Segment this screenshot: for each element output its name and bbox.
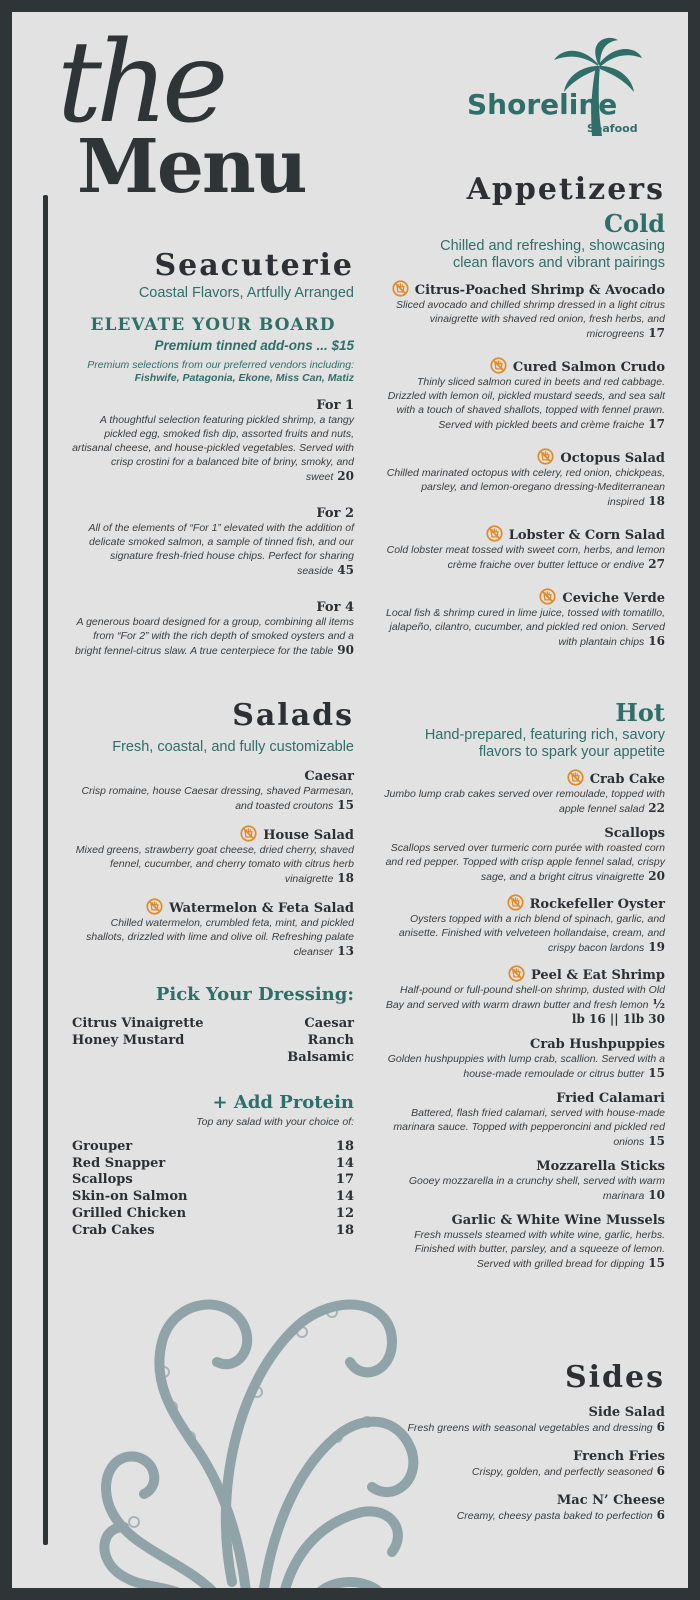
protein-name: Grouper: [72, 1139, 133, 1154]
menu-item-name-text: Garlic & White Wine Mussels: [451, 1213, 665, 1228]
menu-item-desc-text: Creamy, cheesy pasta baked to perfection: [456, 1510, 653, 1522]
dressing-option: Balsamic: [287, 1050, 354, 1065]
menu-item-desc-text: Scallops served over turmeric corn purée with roasted corn and red pepper. Topped with crisp apple fennel salad, crispy sage, and a bright citrus vinaigrette: [385, 842, 665, 883]
protein-section: [72, 1092, 354, 1239]
menu-item-name: [72, 769, 354, 784]
menu-item-name-text: Rockefeller Oyster: [529, 897, 665, 912]
menu-item: [382, 1213, 665, 1271]
menu-item-price: ½ lb 16 || 1lb 30: [571, 997, 665, 1026]
menu-item-name-text: Crab Hushpuppies: [530, 1037, 665, 1052]
menu-item-price: 90: [337, 643, 354, 657]
menu-item-desc: [72, 916, 354, 959]
menu-item-desc: [72, 413, 354, 484]
menu-item-name: [382, 894, 665, 912]
menu-item-price: 15: [337, 798, 354, 812]
menu-item-price: 45: [337, 563, 354, 577]
menu-item-desc-text: Chilled watermelon, crumbled feta, mint, and pickled shallots, drizzled with lime and olive oil. Refreshing palate cleanser: [86, 917, 354, 958]
hot-section: [382, 698, 665, 1281]
menu-item-price: 22: [648, 801, 665, 815]
menu-item-price: 15: [648, 1134, 665, 1148]
menu-item-desc: [382, 1420, 665, 1435]
menu-item-name: [72, 898, 354, 916]
menu-item-name: [72, 600, 354, 615]
cold-title: Cold: [603, 209, 665, 238]
menu-item-desc-text: Fresh mussels steamed with white wine, garlic, herbs. Finished with butter, parsley, and a squeeze of lemon. Served with grilled bread for dipping: [414, 1229, 665, 1270]
menu-item-desc: [382, 606, 665, 649]
menu-item: [72, 506, 354, 578]
addons-price: Premium tinned add-ons ... $15: [154, 338, 354, 353]
menu-item-desc: [382, 912, 665, 955]
menu-item: [72, 600, 354, 658]
menu-item: [382, 1493, 665, 1523]
appetizers-title: Appetizers: [466, 172, 665, 207]
menu-item-desc: [382, 983, 665, 1027]
protein-name: Grilled Chicken: [72, 1205, 187, 1221]
vertical-divider: [43, 195, 48, 1545]
protein-name: Scallops: [72, 1172, 133, 1188]
protein-name: Crab Cakes: [72, 1222, 155, 1238]
menu-item-name-text: For 1: [316, 398, 354, 413]
crossed-out-fryer-icon: [537, 448, 554, 465]
menu-item: [72, 825, 354, 886]
menu-item: [382, 525, 665, 572]
seacuterie-items: [72, 398, 354, 658]
menu-item: [382, 1159, 665, 1203]
menu-item-desc: [382, 1174, 665, 1203]
menu-item-name-text: Crab Cake: [589, 772, 665, 787]
menu-item-name: [382, 1159, 665, 1174]
protein-row: [72, 1172, 354, 1189]
protein-name: Skin-on Salmon: [72, 1189, 188, 1205]
menu-item-desc-text: Local fish & shrimp cured in lime juice, tossed with tomatillo, jalapeño, cilantro, cucumber, and pickled red onion. Served with plantain chips: [386, 607, 665, 648]
menu-item-desc: [382, 298, 665, 341]
crossed-out-fryer-icon: [539, 588, 556, 605]
menu-item-name-text: Watermelon & Feta Salad: [169, 901, 354, 916]
salad-items: [72, 769, 354, 959]
menu-item: [72, 898, 354, 959]
menu-item-desc-text: Sliced avocado and chilled shrimp dressed in a light citrus vinaigrette with shaved red onion, fresh herbs, and microgreens: [395, 299, 665, 340]
menu-item-name-text: Scallops: [604, 826, 665, 841]
menu-item-name: [382, 1037, 665, 1052]
menu-item-price: 20: [648, 869, 665, 883]
protein-subtitle: Top any salad with your choice of:: [196, 1116, 354, 1128]
menu-item-price: 20: [337, 469, 354, 483]
menu-item: [382, 769, 665, 816]
menu-item-name-text: Side Salad: [588, 1405, 665, 1420]
menu-item-name: [382, 280, 665, 298]
menu-item-price: 6: [656, 1464, 665, 1478]
menu-item-name: [72, 398, 354, 413]
menu-item-desc: [72, 784, 354, 813]
menu-item: [382, 588, 665, 649]
menu-item: [382, 357, 665, 432]
elevate-heading: ELEVATE YOUR BOARD: [90, 315, 336, 335]
protein-title: + Add Protein: [212, 1092, 354, 1113]
dressing-title: Pick Your Dressing:: [155, 984, 354, 1005]
menu-item: [72, 769, 354, 813]
protein-price: 17: [335, 1172, 354, 1188]
dressing-option: Ranch: [307, 1033, 354, 1048]
crossed-out-fryer-icon: [392, 280, 409, 297]
brand-logo: [467, 36, 667, 146]
menu-item: [72, 398, 354, 484]
menu-item-name: [382, 448, 665, 466]
menu-item-name: [382, 588, 665, 606]
menu-item-price: 15: [648, 1066, 665, 1080]
menu-item-price: 13: [337, 944, 354, 958]
menu-item-name: [382, 1493, 665, 1508]
protein-row: [72, 1156, 354, 1173]
crossed-out-fryer-icon: [490, 357, 507, 374]
dressing-left: [72, 1015, 204, 1066]
menu-page: [12, 12, 688, 1588]
protein-row: [72, 1189, 354, 1206]
menu-item: [382, 1449, 665, 1479]
dressing-option: Caesar: [304, 1016, 354, 1031]
menu-item-name-text: Caesar: [304, 769, 354, 784]
menu-item: [382, 1091, 665, 1149]
menu-item-desc: [72, 615, 354, 658]
menu-item-desc-text: Battered, flash fried calamari, served with house-made marinara sauce. Topped with pepperoncini and pickled red onions: [393, 1107, 665, 1148]
protein-price: 14: [335, 1189, 354, 1205]
menu-item-name-text: Fried Calamari: [556, 1091, 665, 1106]
menu-item-name: [382, 965, 665, 983]
menu-item: [382, 1405, 665, 1435]
menu-item-desc: [382, 1228, 665, 1271]
menu-item: [382, 280, 665, 341]
cold-items: [382, 280, 665, 649]
menu-item-desc-text: Cold lobster meat tossed with sweet corn, herbs, and lemon crème fraiche over butter lettuce or endive: [386, 544, 665, 571]
menu-item-desc-text: Oysters topped with a rich blend of spinach, garlic, and anisette. Finished with velveteen hollandaise, cream, and crispy bacon lardons: [398, 913, 665, 954]
seacuterie-title: Seacuterie: [154, 248, 354, 283]
salads-title: Salads: [232, 698, 354, 733]
protein-price: 14: [335, 1155, 354, 1171]
protein-price: 12: [335, 1205, 354, 1221]
salads-subtitle: Fresh, coastal, and fully customizable: [112, 739, 354, 755]
menu-item-name-text: Citrus-Poached Shrimp & Avocado: [414, 283, 665, 298]
crossed-out-fryer-icon: [146, 898, 163, 915]
protein-name: Red Snapper: [72, 1155, 166, 1171]
crossed-out-fryer-icon: [567, 769, 584, 786]
protein-price: 18: [335, 1222, 354, 1238]
dressing-options: [72, 1015, 354, 1066]
seacuterie-section: [72, 248, 354, 680]
menu-item-desc-text: Mixed greens, strawberry goat cheese, dried cherry, shaved fennel, cucumber, and cherry tomato with citrus herb vinaigrette: [75, 844, 354, 885]
menu-item-desc-text: Gooey mozzarella in a crunchy shell, served with warm marinara: [408, 1175, 665, 1202]
menu-item: [382, 894, 665, 955]
menu-item-name-text: House Salad: [263, 828, 354, 843]
menu-item-name-text: Cured Salmon Crudo: [512, 360, 665, 375]
menu-item-desc: [72, 843, 354, 886]
menu-item-price: 17: [648, 417, 665, 431]
menu-item: [382, 1037, 665, 1081]
palm-tree-icon: [552, 36, 642, 136]
menu-item-desc-text: Fresh greens with seasonal vegetables and dressing: [407, 1422, 653, 1434]
menu-item-name: [382, 769, 665, 787]
menu-item-name-text: For 4: [316, 600, 354, 615]
menu-item-desc: [382, 466, 665, 509]
appetizers-section: [382, 172, 665, 665]
menu-item-desc: [382, 841, 665, 884]
hot-items: [382, 769, 665, 1271]
menu-item-name: [382, 1213, 665, 1228]
vendors-intro: Premium selections from our preferred vendors including:: [87, 359, 354, 371]
hot-title: Hot: [615, 698, 665, 727]
menu-item-price: 17: [648, 326, 665, 340]
menu-item-price: 18: [648, 494, 665, 508]
menu-item: [382, 826, 665, 884]
menu-item-desc: [382, 543, 665, 572]
menu-item-name: [382, 826, 665, 841]
crossed-out-fryer-icon: [240, 825, 257, 842]
menu-item-name-text: Peel & Eat Shrimp: [530, 968, 665, 983]
menu-item-desc: [382, 1106, 665, 1149]
dressing-option: Citrus Vinaigrette: [72, 1016, 204, 1031]
menu-item-desc-text: Half-pound or full-pound shell-on shrimp, dusted with Old Bay and served with warm drawn butter and fresh lemon: [385, 984, 665, 1011]
sides-title: Sides: [564, 1360, 665, 1395]
menu-item-desc-text: Jumbo lump crab cakes served over remoulade, topped with apple fennel salad: [384, 788, 665, 815]
brand-name: Shoreline: [467, 88, 618, 121]
menu-item-name: [382, 1091, 665, 1106]
menu-item-price: 6: [656, 1508, 665, 1522]
sides-section: [382, 1360, 665, 1537]
dressing-right: [287, 1015, 354, 1066]
dressing-option: Honey Mustard: [72, 1033, 185, 1048]
menu-item-desc-text: Golden hushpuppies with lump crab, scallion. Served with a house-made remoulade or citrus butter: [387, 1053, 665, 1080]
cold-subtitle: Chilled and refreshing, showcasing clean flavors and vibrant pairings: [440, 238, 665, 271]
menu-item-price: 16: [648, 634, 665, 648]
menu-item-desc: [382, 1052, 665, 1081]
menu-item: [382, 965, 665, 1027]
salads-section: [72, 698, 354, 971]
menu-item-price: 18: [337, 871, 354, 885]
menu-item-desc-text: Crisp romaine, house Caesar dressing, shaved Parmesan, and toasted croutons: [81, 785, 354, 812]
menu-item-name-text: Mac N’ Cheese: [556, 1493, 665, 1508]
vendors-list: Fishwife, Patagonia, Ekone, Miss Can, Matiz: [134, 372, 354, 384]
seacuterie-subtitle: Coastal Flavors, Artfully Arranged: [138, 285, 354, 301]
menu-item-price: 27: [648, 557, 665, 571]
menu-item-price: 19: [648, 940, 665, 954]
menu-item-name-text: For 2: [316, 506, 354, 521]
crossed-out-fryer-icon: [508, 965, 525, 982]
menu-item-price: 15: [648, 1256, 665, 1270]
menu-item-name-text: Ceviche Verde: [562, 591, 665, 606]
brand-subtitle: Seafood: [587, 122, 638, 135]
menu-item-name-text: Octopus Salad: [560, 451, 665, 466]
dressing-section: [72, 984, 354, 1066]
menu-item-name: [382, 1405, 665, 1420]
menu-item-desc-text: All of the elements of “For 1” elevated with the addition of delicate smoked salmon, a sample of tinned fish, and our signature fresh-fried house chips. Perfect for sharing seaside: [88, 522, 354, 577]
menu-item-price: 6: [656, 1420, 665, 1434]
menu-item-desc: [382, 787, 665, 816]
menu-item-name: [382, 1449, 665, 1464]
crossed-out-fryer-icon: [486, 525, 503, 542]
octopus-illustration: [72, 1222, 422, 1588]
menu-item-name-text: Lobster & Corn Salad: [508, 528, 665, 543]
menu-item-desc: [382, 1508, 665, 1523]
menu-item-desc-text: Chilled marinated octopus with celery, red onion, chickpeas, parsley, and lemon-oregano dressing-Mediterranean inspired: [386, 467, 665, 508]
protein-price: 18: [335, 1139, 354, 1154]
menu-item-name: [382, 525, 665, 543]
title-script-the: the: [57, 18, 223, 148]
title-menu: Menu: [77, 124, 306, 210]
protein-row: [72, 1206, 354, 1223]
menu-item-desc-text: A thoughtful selection featuring pickled shrimp, a tangy pickled egg, smoked fish dip, assorted fruits and nuts, artisanal cheese, and house-pickled vegetables. Served with crisp crostini for a balanced bite of briny, smoky, and sweet: [72, 414, 354, 483]
menu-item-desc: [72, 521, 354, 578]
menu-item-desc: [382, 375, 665, 432]
sides-items: [382, 1405, 665, 1523]
menu-item-desc-text: Crispy, golden, and perfectly seasoned: [471, 1466, 653, 1478]
menu-item-desc-text: A generous board designed for a group, combining all items from “For 2” with the rich depth of smoked oysters and a bright fennel-citrus slaw. A true centerpiece for the table: [74, 616, 354, 657]
hot-subtitle: Hand-prepared, featuring rich, savory flavors to spark your appetite: [424, 727, 665, 760]
menu-item: [382, 448, 665, 509]
menu-item-name: [382, 357, 665, 375]
protein-row: [72, 1139, 354, 1156]
menu-item-desc: [382, 1464, 665, 1479]
menu-item-price: 10: [648, 1188, 665, 1202]
menu-item-name-text: Mozzarella Sticks: [536, 1159, 665, 1174]
menu-item-name: [72, 825, 354, 843]
menu-item-name: [72, 506, 354, 521]
crossed-out-fryer-icon: [507, 894, 524, 911]
menu-item-desc-text: Thinly sliced salmon cured in beets and red cabbage. Drizzled with lemon oil, pickled mustard seeds, and sea salt with a touch of shaved shallots, topped with fennel prawn. Served with pickled beets and crème fraiche: [387, 376, 665, 431]
menu-item-name-text: French Fries: [573, 1449, 665, 1464]
